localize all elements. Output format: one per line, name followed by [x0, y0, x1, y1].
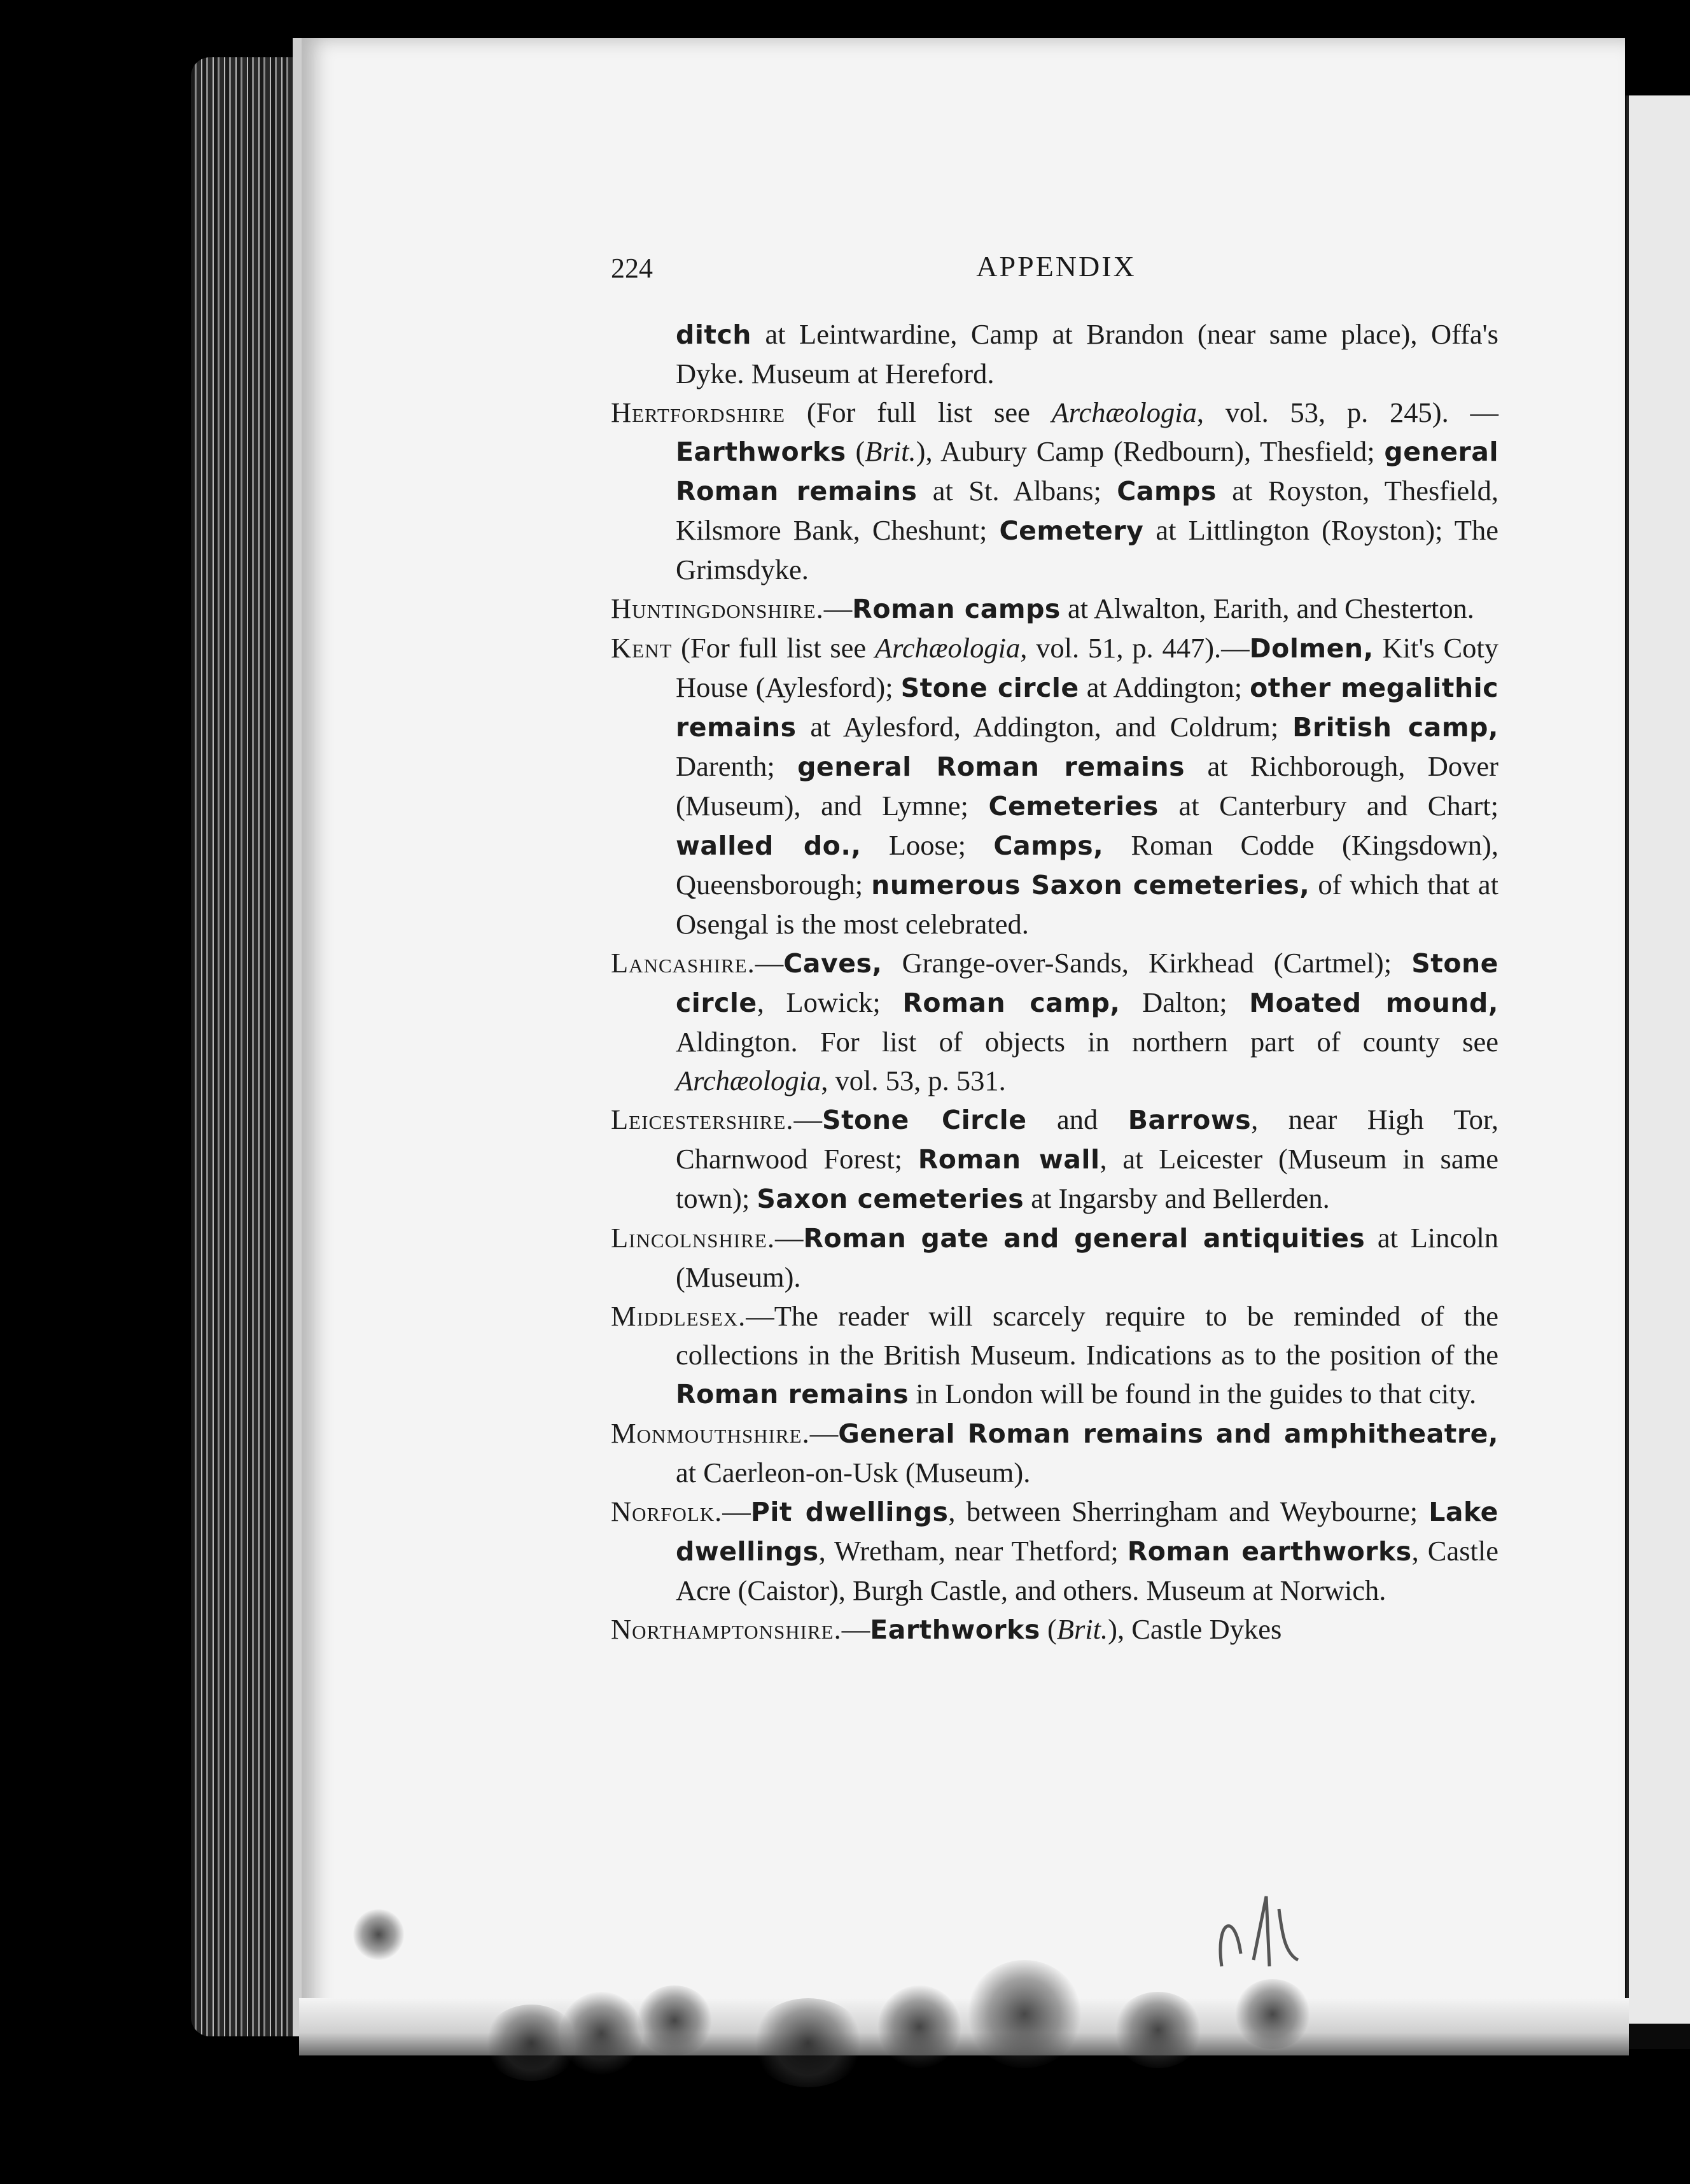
entry-text: at St. Albans;: [917, 475, 1117, 507]
entry-text: (For full list see: [672, 632, 875, 664]
entry-text: at Ingarsby and Bellerden.: [1024, 1182, 1330, 1214]
entry-text: , vol. 53, p. 245). —: [1196, 396, 1498, 428]
county-name: Norfolk.: [611, 1495, 723, 1527]
page-header: [611, 249, 1502, 288]
entry-text: , Wretham, near Thetford;: [818, 1535, 1128, 1567]
entry-text: (: [846, 435, 865, 467]
citation-title: Brit.: [1056, 1613, 1108, 1645]
site-type: Cemetery: [999, 515, 1144, 546]
site-type: General Roman remains and amphitheatre,: [838, 1418, 1498, 1449]
entry-text: at Lincoln (Museum).: [676, 1222, 1498, 1293]
entry-text: at Leintwardine, Camp at Brandon (near same place), Offa's Dyke. Museum at Hereford.: [676, 318, 1498, 389]
entry-text: and: [1026, 1103, 1128, 1135]
site-type: British camp,: [1292, 712, 1498, 743]
site-type: Moated mound,: [1249, 988, 1498, 1018]
entry-text: at Addington;: [1079, 671, 1250, 703]
entry-text: Aldington. For list of objects in northern part of county see: [676, 1026, 1498, 1058]
site-type: other megalithic remains: [676, 673, 1499, 743]
foxing-stain: [751, 1998, 865, 2087]
site-type: Cemeteries: [988, 791, 1159, 822]
site-type: walled do.,: [676, 830, 862, 861]
site-type: Earthworks: [676, 437, 846, 467]
gazetteer-entry: [611, 1100, 1498, 1219]
appendix-text: [611, 315, 1498, 1649]
site-type: general Roman remains: [797, 752, 1185, 782]
citation-title: Brit.: [865, 435, 916, 467]
entry-text: —: [722, 1495, 751, 1527]
entry-text: at Royston, Thesfield, Kilsmore Bank, Cheshunt;: [676, 475, 1498, 546]
site-type: Stone Circle: [822, 1105, 1027, 1135]
gazetteer-entry: [611, 944, 1498, 1100]
entry-text: (: [1040, 1613, 1057, 1645]
entry-text: , near High Tor, Charnwood Forest;: [676, 1103, 1498, 1175]
site-type: Stone circle: [900, 673, 1079, 703]
site-type: Roman remains: [676, 1379, 909, 1410]
entry-text: (For full list see: [785, 396, 1052, 428]
site-type: Roman wall: [918, 1144, 1100, 1175]
site-type: Caves,: [783, 948, 883, 979]
county-name: Kent: [611, 632, 673, 664]
entry-text: —: [841, 1613, 870, 1645]
county-name: Lancashire.: [611, 947, 755, 979]
gazetteer-entry: [611, 1492, 1498, 1610]
gazetteer-entry: [611, 1297, 1498, 1414]
entry-text: of which that at Osengal is the most celebrated.: [676, 869, 1498, 940]
site-type: Stone circle: [676, 948, 1498, 1018]
entry-text: , Lowick;: [757, 986, 903, 1018]
foxing-stain: [878, 1985, 961, 2068]
foxing-stain: [560, 1992, 643, 2075]
gazetteer-entry: [611, 1219, 1498, 1297]
site-type: numerous Saxon cemeteries,: [871, 870, 1310, 900]
entry-text: —: [774, 1222, 804, 1254]
entry-text: ), Castle Dykes: [1108, 1613, 1282, 1645]
entry-text: in London will be found in the guides to that city.: [909, 1378, 1477, 1410]
entry-text: —: [755, 947, 784, 979]
site-type: Roman gate and general antiquities: [803, 1223, 1365, 1254]
site-type: Pit dwellings: [750, 1497, 949, 1527]
site-type: ditch: [676, 319, 751, 350]
gazetteer-entry: [611, 1610, 1498, 1649]
foxing-stain: [967, 1960, 1082, 2068]
entry-text: at Canterbury and Chart;: [1158, 790, 1498, 822]
entry-text: Roman Codde (Kingsdown), Queensborough;: [676, 829, 1498, 900]
entry-text: , vol. 53, p. 531.: [821, 1065, 1006, 1096]
entry-text: Kit's Coty House (Aylesford);: [676, 632, 1498, 703]
pencil-mark: [1209, 1884, 1323, 1979]
site-type: Roman camp,: [902, 988, 1121, 1018]
citation-title: Archæologia: [676, 1065, 821, 1096]
county-name: Middlesex.: [611, 1300, 746, 1332]
entry-text: at Caerleon-on-Usk (Museum).: [676, 1457, 1031, 1488]
entry-text: , vol. 51, p. 447).—: [1020, 632, 1250, 664]
entry-text: at Aylesford, Addington, and Coldrum;: [796, 711, 1293, 743]
foxing-stain: [636, 1985, 713, 2055]
foxing-stain: [1234, 1979, 1311, 2049]
county-name: Leicestershire.: [611, 1103, 794, 1135]
site-type: Barrows: [1128, 1105, 1252, 1135]
county-name: Northamptonshire.: [611, 1613, 842, 1645]
county-name: Lincolnshire.: [611, 1222, 775, 1254]
site-type: Lake dwellings: [676, 1497, 1498, 1567]
entry-text: —: [809, 1417, 839, 1449]
citation-title: Archæologia: [874, 632, 1021, 664]
county-name: Monmouthshire.: [611, 1417, 810, 1449]
site-type: Roman earthworks: [1127, 1536, 1412, 1567]
entry-text: , between Sherringham and Weybourne;: [948, 1495, 1429, 1527]
site-type: Roman camps: [852, 594, 1061, 624]
facing-page-edge: [1626, 95, 1690, 2024]
county-name: Hertfordshire: [611, 396, 786, 428]
entry-text: ), Aubury Camp (Redbourn), Thesfield;: [916, 435, 1385, 467]
gazetteer-entry: [611, 589, 1498, 629]
entry-text: Grange-over-Sands, Kirkhead (Cartmel);: [882, 947, 1412, 979]
entry-text: —The reader will scarcely require to be reminded of the collections in the British Museum. Indications as to the position of the: [676, 1300, 1498, 1371]
site-type: Earthworks: [870, 1614, 1040, 1645]
page-number: 224: [611, 253, 653, 284]
gazetteer-entry: [611, 315, 1498, 393]
entry-text: at Alwalton, Earith, and Chesterton.: [1060, 592, 1474, 624]
county-name: Huntingdonshire.: [611, 592, 824, 624]
site-type: Camps,: [993, 830, 1104, 861]
site-type: general Roman remains: [676, 437, 1498, 507]
entry-text: —: [793, 1103, 823, 1135]
site-type: Camps: [1117, 476, 1217, 507]
gazetteer-entry: [611, 629, 1498, 944]
foxing-stain: [353, 1909, 404, 1960]
foxing-stain: [1114, 1992, 1203, 2068]
site-type: Dolmen,: [1249, 633, 1374, 664]
entry-text: , Castle Acre (Caistor), Burgh Castle, and others. Museum at Norwich.: [676, 1535, 1499, 1606]
entry-text: , at Leicester (Museum in same town);: [676, 1143, 1498, 1214]
entry-text: at Littlington (Royston); The Grimsdyke.: [676, 514, 1498, 585]
site-type: Saxon cemeteries: [757, 1184, 1024, 1214]
entry-text: Dalton;: [1120, 986, 1250, 1018]
gazetteer-entry: [611, 393, 1498, 589]
gazetteer-entry: [611, 1414, 1498, 1492]
entry-text: Darenth;: [676, 750, 798, 782]
entry-text: —: [823, 592, 853, 624]
entry-text: at Richborough, Dover (Museum), and Lymne;: [676, 750, 1498, 822]
entry-text: Loose;: [861, 829, 994, 861]
citation-title: Archæologia: [1051, 396, 1197, 428]
running-title: APPENDIX: [976, 250, 1136, 283]
